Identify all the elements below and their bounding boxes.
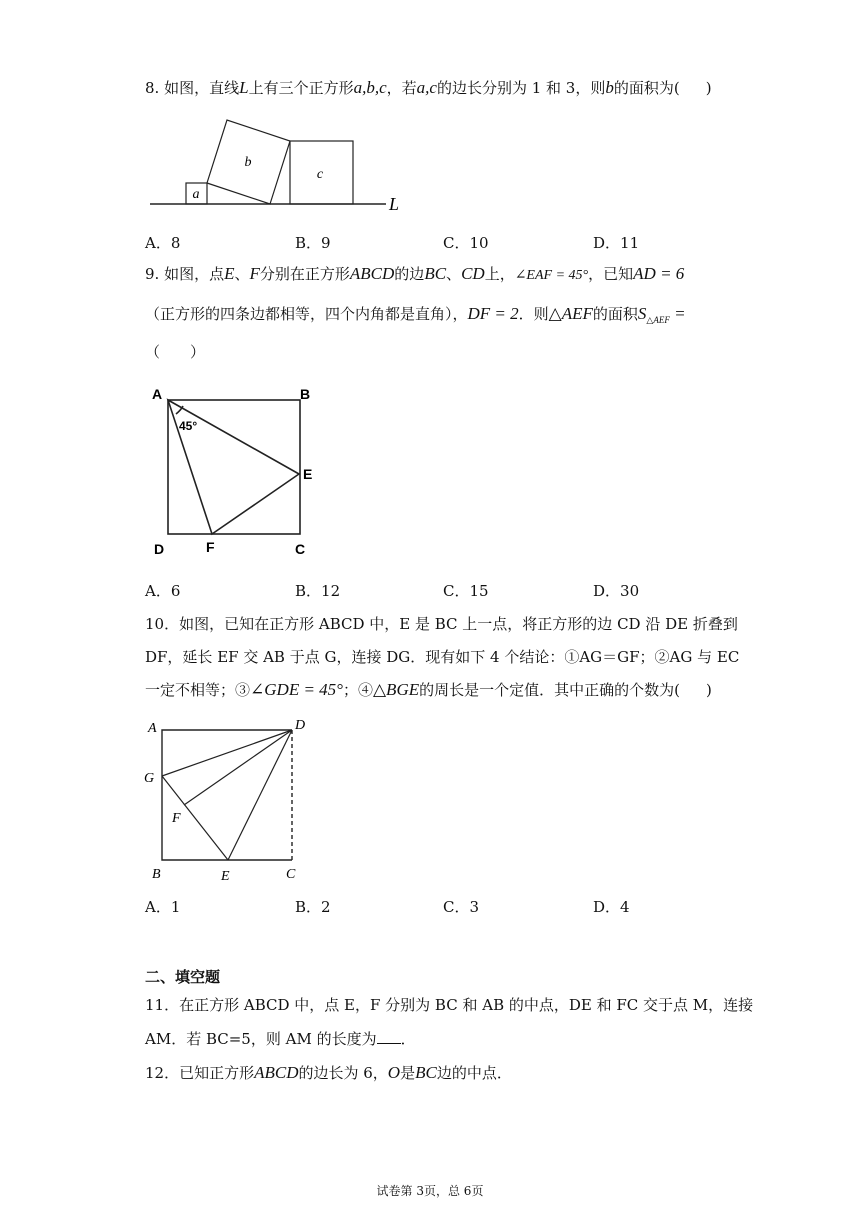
q9-stem-line2: [145, 304, 686, 330]
q8-text: 的边长分别为 1 和 3，则: [436, 79, 606, 97]
label-F: F: [172, 811, 181, 826]
q12-var-BC: BC: [415, 1063, 437, 1082]
q10-text: ；④: [342, 681, 373, 699]
q9-tri: △AEF: [548, 304, 593, 323]
q10-stem-line3: [145, 680, 712, 700]
q9-angle: ∠EAF = 45°: [514, 268, 589, 283]
q9-ad-eq: AD = 6: [633, 264, 685, 283]
q9-text: ．则: [518, 305, 549, 323]
label-A: A: [152, 386, 163, 402]
q8-stem: [145, 78, 712, 98]
label-A: A: [148, 721, 157, 736]
label-C: C: [286, 867, 296, 882]
label-a: a: [192, 187, 200, 202]
q9-var-CD: CD: [461, 264, 485, 283]
q9-var-BC: BC: [424, 264, 447, 283]
q9-text: 的面积: [592, 305, 638, 323]
choice-a[interactable]: A．6: [145, 582, 181, 600]
choice-b[interactable]: B．2: [295, 898, 331, 916]
q12-stem: [145, 1063, 512, 1083]
q12-var-O: O: [387, 1063, 401, 1082]
label-D: D: [295, 718, 306, 733]
choice-a[interactable]: A．1: [145, 898, 181, 916]
q9-df-eq: DF = 2: [467, 304, 519, 323]
choice-c[interactable]: C．10: [443, 234, 489, 252]
q9-text: 、: [446, 265, 462, 283]
label-45: 45°: [179, 419, 198, 433]
q9-var-F: F: [249, 264, 260, 283]
q11-stem-line1: 11．在正方形 ABCD 中，点 E，F 分别为 BC 和 AB 的中点，DE 和 FC 交于点 M，连接: [145, 996, 754, 1014]
q9-text: 9. 如图，点: [145, 265, 225, 283]
choice-c[interactable]: C．3: [443, 898, 480, 916]
choice-b[interactable]: B．12: [295, 582, 341, 600]
q9-text: 分别在正方形: [259, 265, 350, 283]
page-footer: 试卷第 3页，总 6页: [376, 1184, 484, 1198]
q10-choices: [145, 896, 785, 916]
q10-bracket: ): [705, 681, 712, 699]
q11-text: ．: [400, 1030, 416, 1048]
q9-text: ，已知: [588, 265, 634, 283]
q9-text: 、: [234, 265, 250, 283]
answer-blank[interactable]: [377, 1029, 401, 1044]
q8-vars-ac: a,c: [416, 78, 437, 97]
label-B: B: [152, 867, 161, 882]
q9-text: 的边: [394, 265, 425, 283]
label-c: c: [316, 167, 324, 182]
q8-text: 8. 如图，直线: [145, 79, 240, 97]
q10-figure: [140, 714, 320, 886]
choice-b[interactable]: B．9: [295, 234, 331, 252]
q9-area-sym: S: [637, 304, 647, 323]
q12-var-ABCD: ABCD: [254, 1063, 299, 1082]
q9-figure: [150, 386, 330, 558]
q12-text: 是: [400, 1064, 416, 1082]
q9-area-eq: =: [669, 304, 686, 323]
section-heading: 二、填空题: [145, 968, 221, 986]
segment-fd: [184, 730, 292, 805]
choice-d[interactable]: D．4: [593, 898, 630, 916]
q11-text: AM．若 BC=5，则 AM 的长度为: [145, 1030, 377, 1048]
label-D: D: [154, 541, 165, 557]
q8-text: ，若: [386, 79, 417, 97]
q12-text: 的边长为 6，: [298, 1064, 388, 1082]
q8-bracket: ): [705, 79, 712, 97]
q8-text: 上有三个正方形: [248, 79, 354, 97]
q9-var-E: E: [224, 264, 235, 283]
q10-text: 一定不相等；③: [145, 681, 251, 699]
q12-text: 12．已知正方形: [145, 1064, 255, 1082]
label-E: E: [221, 869, 230, 884]
choice-a[interactable]: A．8: [145, 234, 181, 252]
choice-d[interactable]: D．11: [593, 234, 640, 252]
q8-choices: [145, 232, 785, 252]
label-L: L: [388, 194, 400, 214]
q10-tri: △BGE: [372, 680, 420, 699]
q10-angle: ∠GDE = 45°: [250, 680, 343, 699]
q8-var-b: b: [605, 78, 614, 97]
q9-var-ABCD: ABCD: [349, 264, 395, 283]
q10-stem-line1: 10．如图，已知在正方形 ABCD 中，E 是 BC 上一点，将正方形的边 CD 沿 DE 折叠到: [145, 615, 738, 633]
q8-vars-abc: a,b,c: [353, 78, 387, 97]
square-sides: [162, 730, 292, 860]
q11-stem-line2: [145, 1029, 416, 1049]
q10-text: 的周长是一个定值．其中正确的个数为(: [419, 681, 680, 699]
q8-var-L: L: [239, 78, 249, 97]
label-G: G: [144, 771, 155, 786]
q9-text: （正方形的四条边都相等，四个内角都是直角），: [145, 305, 468, 323]
label-B: B: [300, 386, 311, 402]
q12-text: 边的中点．: [436, 1064, 512, 1082]
q9-stem-line3: （ ）: [145, 343, 206, 361]
label-E: E: [303, 466, 313, 482]
q8-figure: [150, 112, 410, 222]
choice-d[interactable]: D．30: [593, 582, 640, 600]
q9-text: 上，: [484, 265, 515, 283]
label-b: b: [244, 155, 252, 170]
choice-c[interactable]: C．15: [443, 582, 489, 600]
q9-area-sub: △AEF: [646, 315, 670, 325]
q10-stem-line2: DF，延长 EF 交 AB 于点 G，连接 DG．现有如下 4 个结论：①AG＝GF；②AG 与 EC: [145, 648, 740, 666]
q9-choices: [145, 580, 785, 600]
q9-stem-line1: [145, 264, 684, 286]
label-F: F: [206, 539, 215, 555]
label-C: C: [295, 541, 306, 557]
q8-text: 的面积为(: [613, 79, 680, 97]
